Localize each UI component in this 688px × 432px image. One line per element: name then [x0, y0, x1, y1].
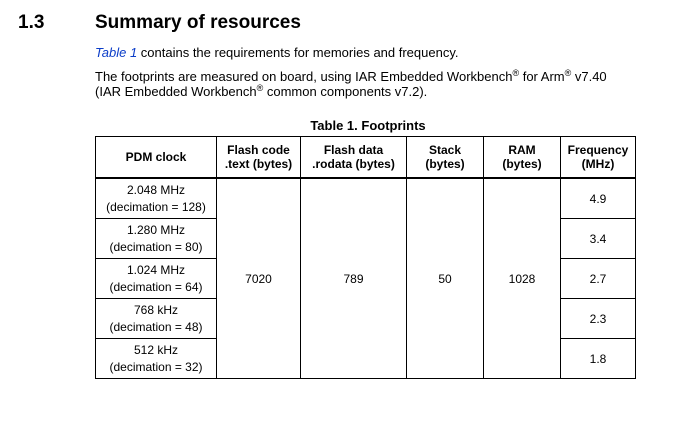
header-line: .text (bytes)	[224, 157, 293, 171]
section-number: 1.3	[18, 12, 45, 33]
pdm-clock-cell	[96, 339, 217, 379]
header-line: Flash data	[323, 143, 384, 157]
paragraph-text: (IAR Embedded Workbench	[95, 84, 257, 99]
decimation-value: (decimation = 48)	[109, 319, 203, 334]
pdm-clock-cell	[96, 178, 217, 219]
header-line: (MHz)	[581, 157, 615, 171]
paragraph-footprint-note	[95, 69, 665, 99]
ram-cell: 1028	[484, 178, 561, 379]
section-title: Summary of resources	[95, 12, 301, 33]
paragraph-text: v7.40	[571, 69, 607, 84]
flash-data-cell: 789	[301, 178, 407, 379]
header-flash-code	[217, 137, 301, 179]
flash-code-cell: 7020	[217, 178, 301, 379]
decimation-value: (decimation = 32)	[109, 359, 203, 374]
paragraph-text: for Arm	[519, 69, 565, 84]
registered-mark: ®	[564, 68, 572, 78]
decimation-value: (decimation = 80)	[109, 239, 203, 254]
table-row	[96, 178, 636, 219]
clock-value: 768 kHz	[133, 302, 179, 317]
header-line: Flash code	[227, 143, 290, 157]
decimation-value: (decimation = 128)	[106, 199, 206, 214]
paragraph-text: The footprints are measured on board, using IAR Embedded Workbench	[95, 69, 513, 84]
header-line: RAM	[508, 143, 536, 157]
header-line: (bytes)	[425, 157, 465, 171]
decimation-value: (decimation = 64)	[109, 279, 203, 294]
frequency-cell: 2.3	[561, 299, 636, 339]
header-line: .rodata (bytes)	[312, 157, 395, 171]
registered-mark: ®	[256, 83, 264, 93]
frequency-cell: 3.4	[561, 219, 636, 259]
clock-value: 512 kHz	[133, 342, 179, 357]
table-1-link[interactable]: Table 1	[95, 45, 138, 60]
frequency-cell: 4.9	[561, 178, 636, 219]
table-header-row	[96, 137, 636, 179]
frequency-cell: 2.7	[561, 259, 636, 299]
pdm-clock-cell	[96, 259, 217, 299]
header-line: (bytes)	[502, 157, 542, 171]
header-line: Frequency	[567, 143, 629, 157]
header-frequency	[561, 137, 636, 179]
clock-value: 1.024 MHz	[126, 262, 186, 277]
registered-mark: ®	[512, 68, 520, 78]
footprints-table	[95, 136, 636, 379]
paragraph-text: common components v7.2).	[263, 84, 428, 99]
paragraph-table-intro	[95, 45, 665, 60]
frequency-cell: 1.8	[561, 339, 636, 379]
pdm-clock-cell	[96, 299, 217, 339]
clock-value: 1.280 MHz	[126, 222, 186, 237]
header-pdm-clock: PDM clock	[96, 137, 217, 179]
paragraph-text: contains the requirements for memories and frequency.	[137, 45, 459, 60]
header-stack	[407, 137, 484, 179]
clock-value: 2.048 MHz	[126, 182, 186, 197]
table-caption: Table 1. Footprints	[310, 118, 426, 133]
stack-cell: 50	[407, 178, 484, 379]
pdm-clock-cell	[96, 219, 217, 259]
header-line: Stack	[428, 143, 462, 157]
header-ram	[484, 137, 561, 179]
header-flash-data	[301, 137, 407, 179]
